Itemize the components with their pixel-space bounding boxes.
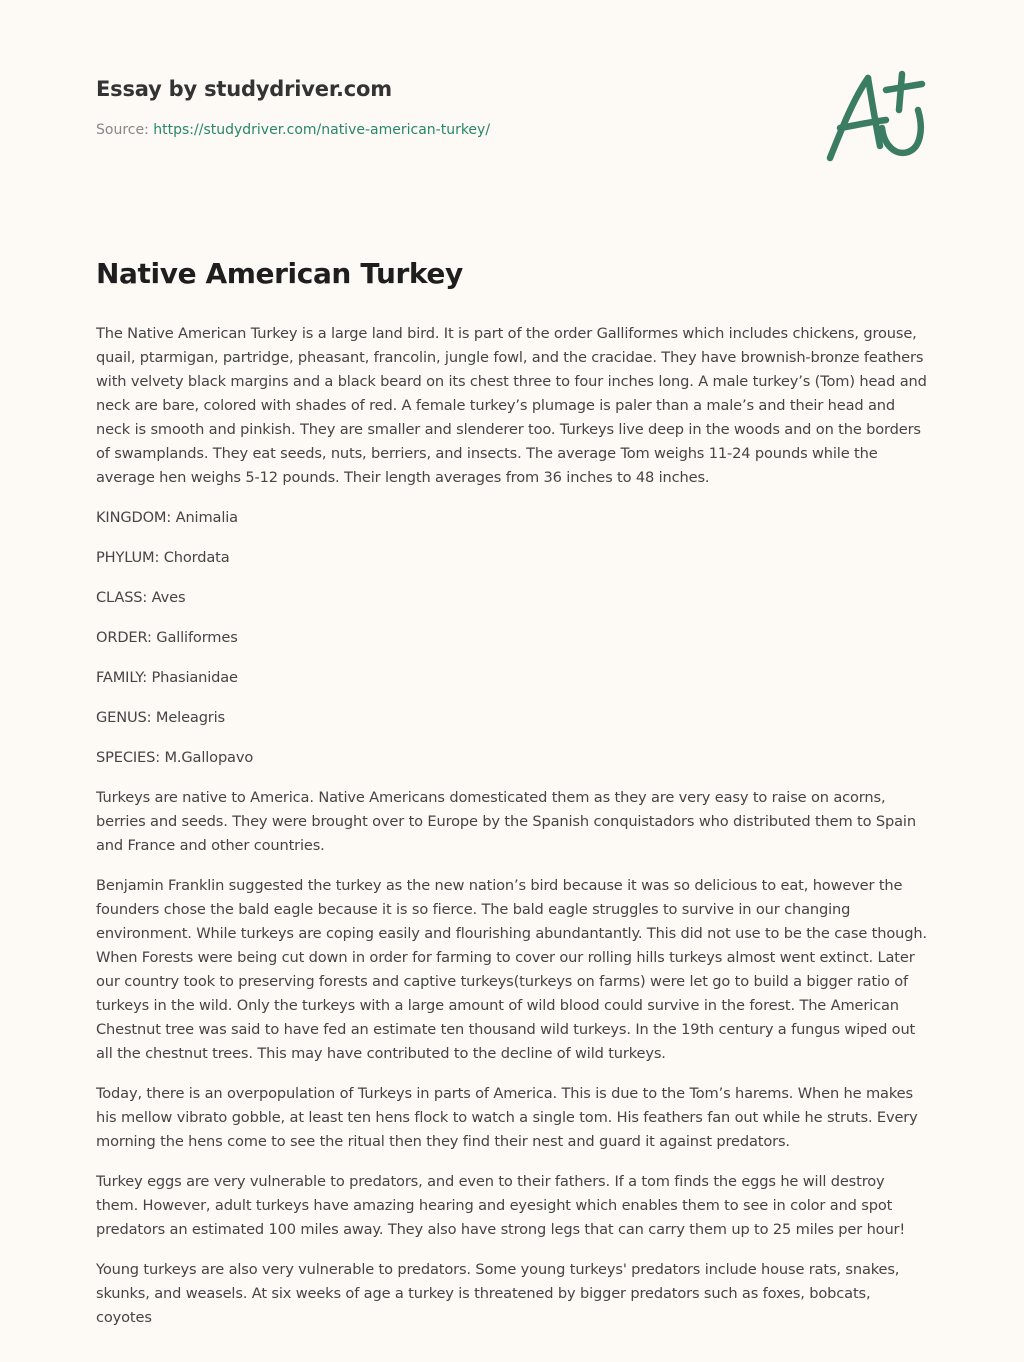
taxonomy-phylum: PHYLUM: Chordata [96,549,230,566]
page-title: Native American Turkey [96,257,463,290]
taxonomy-class: CLASS: Aves [96,589,186,606]
taxonomy-genus: GENUS: Meleagris [96,709,226,726]
taxonomy-family: FAMILY: Phasianidae [96,669,238,686]
source-label: Source: [96,122,154,138]
taxonomy-kingdom: KINGDOM: Animalia [96,509,238,526]
a-plus-grade-icon [820,66,930,166]
paragraph-eggs: Turkey eggs are very vulnerable to predators, and even to their fathers. If a tom finds the eggs he will destroy them. However, adult turkeys have amazing hearing and eyesight which enables them to see in color and spot predators an estimated 100 miles away. They also have strong legs that can carry them up to 25 miles per hour! [96,1173,906,1238]
paragraph-intro: The Native American Turkey is a large land bird. It is part of the order Galliformes which includes chickens, grouse, quail, ptarmigan, partridge, pheasant, francolin, jungle fowl, and the cracidae. They have brownish-bronze feathers with velvety black margins and a black beard on its chest three to four inches long. A male turkey’s (Tom) head and neck are bare, colored with shades of red. A female turkey’s plumage is paler than a male’s and their head and neck is smooth and pinkish. They are smaller and slenderer too. Turkeys live deep in the woods and on the borders of swamplands. They eat seeds, nuts, berriers, and insects. The average Tom weighs 11-24 pounds while the average hen weighs 5-12 pounds. Their length averages from 36 inches to 48 inches. [96,325,927,486]
site-title: Essay by studydriver.com [96,77,392,101]
paragraph-native: Turkeys are native to America. Native Americans domesticated them as they are very easy to raise on acorns, berries and seeds. They were brought over to Europe by the Spanish conquistadors who distributed them to Spain and France and other countries. [96,789,916,854]
essay-body [96,252,930,1346]
taxonomy-species: SPECIES: M.Gallopavo [96,749,254,766]
paragraph-franklin: Benjamin Franklin suggested the turkey as the new nation’s bird because it was so delicious to eat, however the founders chose the bald eagle because it is so fierce. The bald eagle struggles to survive in our changing environment. While turkeys are coping easily and flourishing abundantantly. This did not use to be the case though. When Forests were being cut down in order for farming to cover our rolling hills turkeys almost went extinct. Later our country took to preserving forests and captive turkeys(turkeys on farms) were let go to build a bigger ratio of turkeys in the wild. Only the turkeys with a large amount of wild blood could survive in the forest. The American Chestnut tree was said to have fed an estimate ten thousand wild turkeys. In the 19th century a fungus wiped out all the chestnut trees. This may have contributed to the decline of wild turkeys. [96,877,927,1062]
paragraph-overpopulation: Today, there is an overpopulation of Turkeys in parts of America. This is due to the Tom’s harems. When he makes his mellow vibrato gobble, at least ten hens flock to watch a single tom. His feathers fan out while he struts. Every morning the hens come to see the ritual then they find their nest and guard it against predators. [96,1085,918,1150]
paragraph-young: Young turkeys are also very vulnerable to predators. Some young turkeys' predators include house rats, snakes, skunks, and weasels. At six weeks of age a turkey is threatened by bigger predators such as foxes, bobcats, coyotes [96,1261,900,1326]
source-line [96,120,796,140]
taxonomy-order: ORDER: Galliformes [96,629,238,646]
source-link[interactable]: https://studydriver.com/native-american-turkey/ [153,122,491,138]
essay-header [96,74,796,140]
